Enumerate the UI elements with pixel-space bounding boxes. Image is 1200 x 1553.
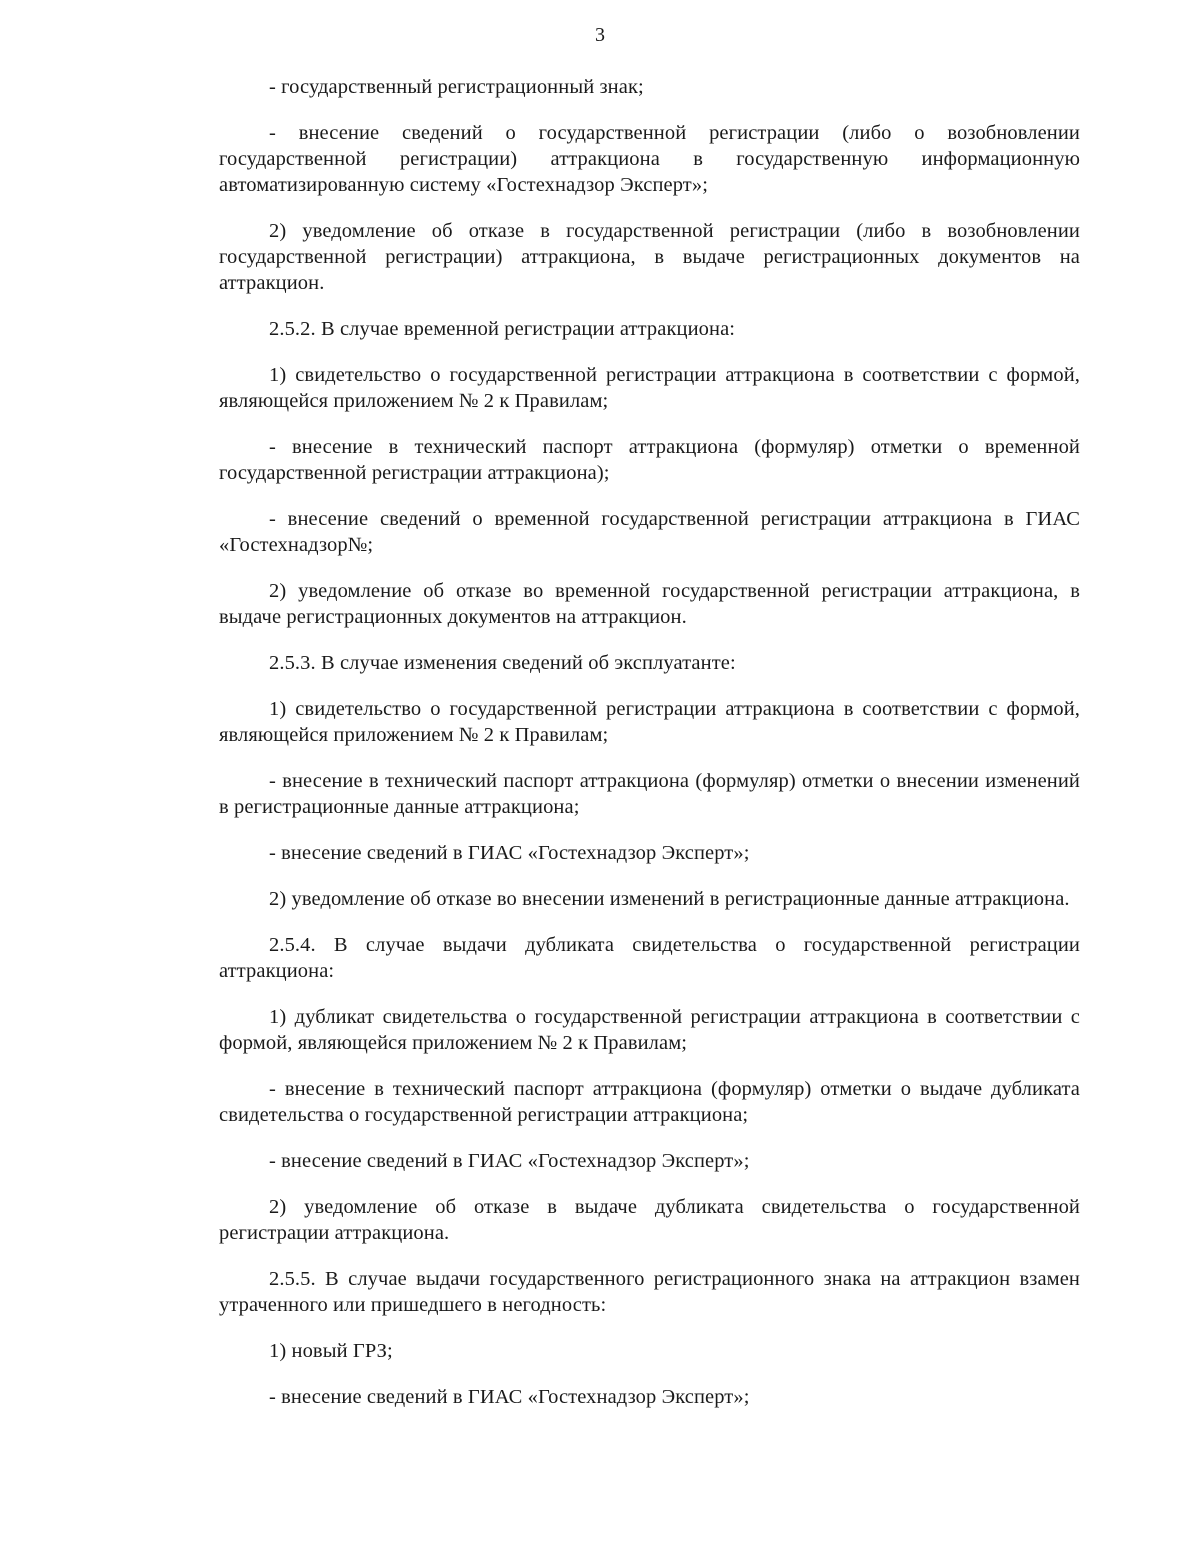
section-heading: 2.5.5. В случае выдачи государственного регистрационного знака на аттракцион взамен утраченного или пришедшего в негодность: (219, 1268, 1080, 1316)
paragraph: - внесение сведений о временной государственной регистрации аттракциона в ГИАС «Гостехнадзор№; (219, 508, 1080, 556)
paragraph: - внесение в технический паспорт аттракциона (формуляр) отметки о выдаче дубликата свидетельства о государственной регистрации аттракциона; (219, 1078, 1080, 1126)
paragraph: 2) уведомление об отказе в выдаче дубликата свидетельства о государственной регистрации аттракциона. (219, 1196, 1080, 1244)
paragraph: - внесение сведений в ГИАС «Гостехнадзор Эксперт»; (269, 842, 750, 864)
paragraph: - внесение в технический паспорт аттракциона (формуляр) отметки о временной государственной регистрации аттракциона); (219, 436, 1080, 484)
section-heading: 2.5.4. В случае выдачи дубликата свидетельства о государственной регистрации аттракциона: (219, 934, 1080, 982)
paragraph: - государственный регистрационный знак; (269, 76, 644, 98)
paragraph: 1) новый ГРЗ; (269, 1340, 393, 1362)
section-heading: 2.5.2. В случае временной регистрации аттракциона: (269, 318, 736, 340)
paragraph: 2) уведомление об отказе в государственной регистрации (либо в возобновлении государственной регистрации) аттракциона, в выдаче регистрационных документов на аттракцион. (219, 220, 1080, 294)
paragraph: 2) уведомление об отказе во внесении изменений в регистрационные данные аттракциона. (269, 888, 1070, 910)
paragraph: 1) свидетельство о государственной регистрации аттракциона в соответствии с формой, являющейся приложением № 2 к Правилам; (219, 364, 1080, 412)
paragraph: - внесение сведений о государственной регистрации (либо о возобновлении государственной регистрации) аттракциона в государственную информационную автоматизированную систему «Гостехнадзор Эксперт»; (219, 122, 1080, 196)
document-body (219, 74, 1080, 1430)
paragraph: - внесение сведений в ГИАС «Гостехнадзор Эксперт»; (269, 1386, 750, 1408)
page-number: 3 (595, 24, 605, 46)
paragraph: 1) свидетельство о государственной регистрации аттракциона в соответствии с формой, являющейся приложением № 2 к Правилам; (219, 698, 1080, 746)
paragraph: - внесение в технический паспорт аттракциона (формуляр) отметки о внесении изменений в регистрационные данные аттракциона; (219, 770, 1080, 818)
paragraph: 1) дубликат свидетельства о государственной регистрации аттракциона в соответствии с формой, являющейся приложением № 2 к Правилам; (219, 1006, 1080, 1054)
section-heading: 2.5.3. В случае изменения сведений об эксплуатанте: (269, 652, 736, 674)
paragraph: - внесение сведений в ГИАС «Гостехнадзор Эксперт»; (269, 1150, 750, 1172)
paragraph: 2) уведомление об отказе во временной государственной регистрации аттракциона, в выдаче регистрационных документов на аттракцион. (219, 580, 1080, 628)
